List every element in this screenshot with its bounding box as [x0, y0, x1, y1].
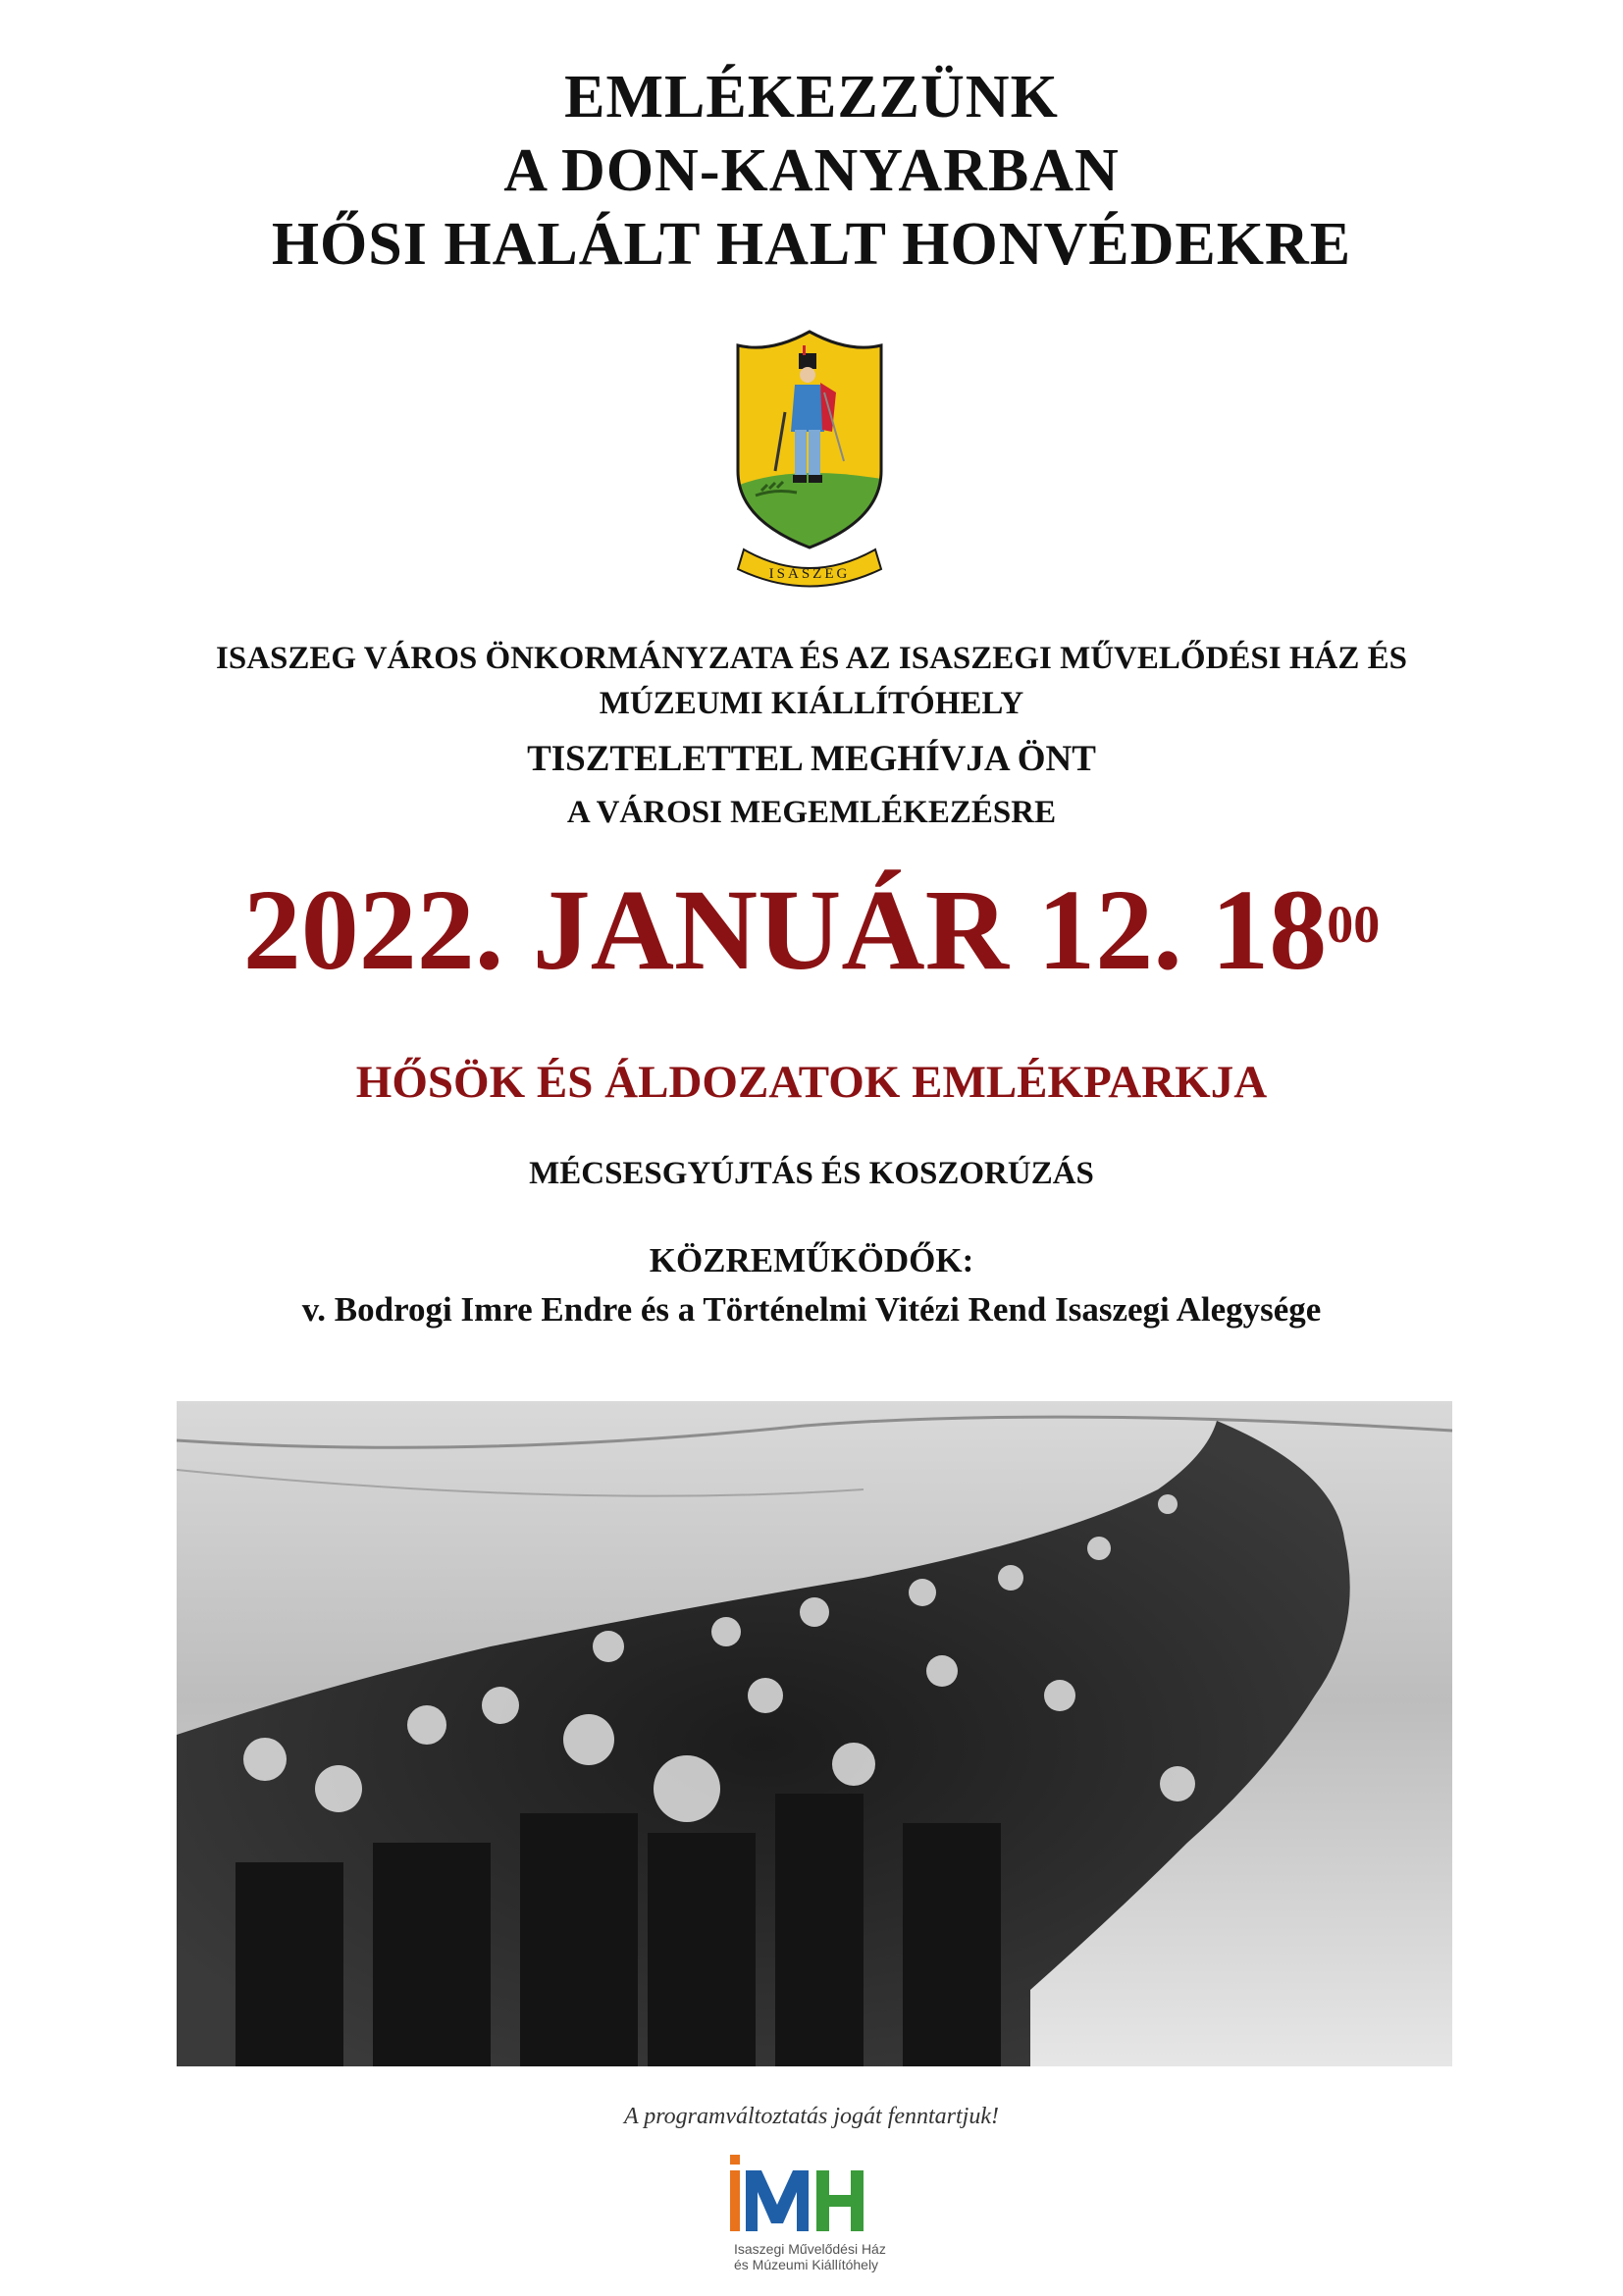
crest-ribbon-text: ISASZEG — [768, 566, 851, 582]
contributors-names: v. Bodrogi Imre Endre és a Történelmi Vitézi Rend Isaszegi Alegysége — [301, 1290, 1322, 1329]
organizers-line-2: MÚZEUMI KIÁLLÍTÓHELY — [599, 686, 1024, 721]
contributors — [0, 1236, 1623, 1334]
invitation-line: TISZTELETTEL MEGHÍVJA ÖNT — [527, 739, 1096, 779]
isaszeg-coat-of-arms — [726, 324, 893, 594]
event-activities: MÉCSESGYÚJTÁS ÉS KOSZORÚZÁS — [529, 1156, 1094, 1191]
title-line-2: A DON-KANYARBAN — [503, 137, 1120, 204]
logo-text-line-1: Isaszegi Művelődési Ház — [734, 2241, 886, 2257]
title-line-1: EMLÉKEZZÜNK — [564, 64, 1059, 130]
event-date — [0, 865, 1623, 994]
event-date-main: 2022. JANUÁR 12. 18 — [242, 865, 1328, 994]
program-change-note: A programváltoztatás jogát fenntartjuk! — [624, 2104, 999, 2129]
organizers-line-1: ISASZEG VÁROS ÖNKORMÁNYZATA ÉS AZ ISASZEGI MŰVELŐDÉSI HÁZ ÉS — [216, 641, 1407, 676]
historic-march-photo — [177, 1401, 1452, 2066]
invitation-line-2: A VÁROSI MEGEMLÉKEZÉSRE — [566, 795, 1057, 830]
organizers — [0, 636, 1623, 838]
title-line-3: HŐSI HALÁLT HALT HONVÉDEKRE — [271, 211, 1352, 278]
event-venue: HŐSÖK ÉS ÁLDOZATOK EMLÉKPARKJA — [355, 1057, 1268, 1108]
contributors-label: KÖZREMŰKÖDŐK: — [649, 1241, 974, 1279]
logo-text-line-2: és Múzeumi Kiállítóhely — [734, 2257, 879, 2272]
poster-title — [0, 61, 1623, 282]
event-time-minutes: 00 — [1327, 895, 1381, 954]
